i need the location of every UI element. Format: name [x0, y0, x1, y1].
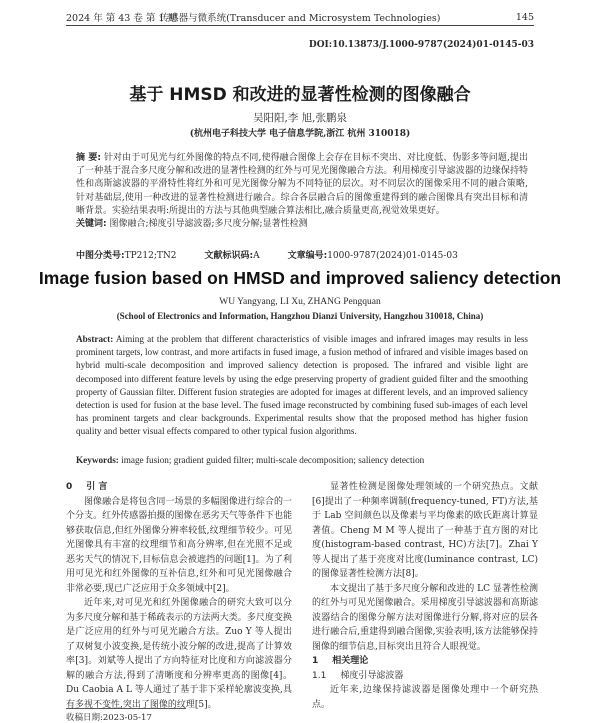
- body-column-right: [312, 480, 538, 712]
- chinese-abstract-label: 摘 要:: [76, 153, 102, 163]
- body-paragraph: 显著性检测是图像处理领域的一个研究热点。文献[6]提出了一种频率调制(frequency-tuned, FT)方法,基于 Lab 空间颜色以及像素与平均像素的欧氏距离计算显著值。Cheng M M 等人提出了一种基于直方图的对比度(histogram-based contrast, HC)方法[7]。Zhai Y 等人提出了基于亮度对比度(luminance contrast, LC)的图像显著性检测方法[8]。: [312, 482, 538, 579]
- english-authors: WU Yangyang, LI Xu, ZHANG Pengquan: [219, 297, 381, 307]
- english-keywords: [76, 455, 528, 465]
- english-title: Image fusion based on HMSD and improved saliency detection: [38, 268, 562, 288]
- chinese-keywords: [76, 218, 528, 231]
- english-keywords-label: Keywords:: [76, 455, 119, 465]
- chinese-authors: 吴阳阳,李 旭,张鹏泉: [252, 112, 347, 124]
- chinese-abstract-text: 针对由于可见光与红外图像的特点不同,使得融合图像上会存在目标不突出、对比度低、伪影多等问题,提出了一种基于混合多尺度分解和改进的显著性检测的红外与可见光图像融合方法。利用梯度引导滤波器的边缘保持特性和高斯滤波器的平滑特性将红外和可见光图像分解为不同特征的层次。对不同层次的图像采用不同的融合策略,针对基础层,使用一种改进的显著性检测进行融合。综合各层融合后的图像重建得到的融合图像具有突出目标和清晰背景。实验结果表明:所提出的方法与其他典型融合算法相比,融合质量更高,视觉效果更好。: [76, 153, 528, 216]
- chinese-title: 基于 HMSD 和改进的显著性检测的图像融合: [129, 85, 471, 105]
- received-date-footnote: 收稿日期:2023-05-17: [66, 708, 186, 723]
- running-head-issue: 2024 年 第 43 卷 第 1 期: [66, 13, 177, 24]
- doi: DOI:10.13873/J.1000-9787(2024)01-0145-03: [308, 40, 534, 50]
- clc-number: 中图分类号:TP212;TN2: [76, 251, 177, 261]
- classification-row: [76, 248, 528, 261]
- body-paragraph: 近年来,对可见光和红外图像融合的研究大致可以分为多尺度分解和基于稀疏表示的方法两大类。多尺度变换是广泛应用的红外与可见光融合方法。Zuo Y 等人提出了双树复小波变换,是传统小波分解的改进,提高了计算效率[3]。刘斌等人提出了方向特征对比度和方向滤波器分解的融合方法,得到了清晰度和分辨率更高的图像[4]。Du Caobia A L 等人通过了基于非下采样轮廓波变换,具有多视不变性,突出了图像的纹理[5]。: [66, 598, 292, 710]
- chinese-abstract: [76, 152, 528, 231]
- document-code: 文献标识码:A: [204, 251, 260, 261]
- subsection-heading-gradient-filter: 1.1 梯度引导滤波器: [312, 670, 404, 681]
- section-heading-introduction: 0 引 言: [66, 482, 108, 492]
- running-head-journal: 传感器与微系统(Transducer and Microsystem Technologies): [159, 13, 441, 24]
- body-paragraph: 近年来,边缘保持滤波器是图像处理中一个研究热点。: [312, 685, 538, 710]
- body-paragraph: 本文提出了基于多尺度分解和改进的 LC 显著性检测的红外与可见光图像融合。采用梯度引导滤波器和高斯滤波器结合的图像分解方法对图像进行分解,将对应的层各进行融合后,重建得到融合图像,实验表明,该方法能够保持图像的细节信息,目标突出且符合人眼视觉。: [312, 583, 538, 652]
- chinese-affiliation: (杭州电子科技大学 电子信息学院,浙江 杭州 310018): [189, 129, 411, 139]
- english-abstract-text: Aiming at the problem that different characteristics of visible images and infrared images may results in less prominent targets, low contrast, and more artifacts in fused image, a fusion method of infrared and visible images based on hybrid multi-scale decomposition and improved saliency detection is proposed. The infrared and visible light are decomposed into different feature levels by using the edge preserving property of gradient guided filter and the smoothing property of Gaussian filter. Different fusion strategies are adopted for images at different levels, and an improved saliency detection is used for fusion at the base level. The fused image reconstructed by combining fused sub-images of each level has prominent targets and clear backgrounds. Experimental results show that the proposed method has higher fusion quality and better visual effects compared to other typical fusion algorithms.: [76, 334, 528, 437]
- body-column-left: [66, 480, 292, 712]
- english-abstract-label: Abstract:: [76, 334, 114, 344]
- chinese-keywords-label: 关键词:: [76, 219, 107, 230]
- section-heading-theory: 1 相关理论: [312, 656, 369, 666]
- chinese-keywords-text: 图像融合;梯度引导滤波器;多尺度分解;显著性检测: [109, 219, 308, 230]
- english-affiliation: (School of Electronics and Information, Hangzhou Dianzi University, Hangzhou 310018, China): [116, 311, 484, 321]
- page-number: 145: [515, 11, 534, 23]
- running-head: [66, 9, 534, 26]
- english-abstract: [76, 333, 528, 439]
- body-paragraph: 图像融合是将包含同一场景的多幅图像进行综合的一个分支。红外传感器拍摄的图像在恶劣天气等条件下也能够获取信息,但红外图像分辨率较低,纹理细节较少。可见光图像具有丰富的纹理细节和高分辨率,但在光照不足或恶劣天气的情况下,目标信息会被遮挡的问题[1]。为了利用可见光和红外图像的互补信息,红外和可见光图像融合非常必要,现已广泛应用于众多领域中[2]。: [66, 496, 292, 594]
- english-keywords-text: image fusion; gradient guided filter; multi-scale decomposition; saliency detection: [121, 455, 425, 465]
- article-number: 文章编号:1000-9787(2024)01-0145-03: [287, 251, 458, 261]
